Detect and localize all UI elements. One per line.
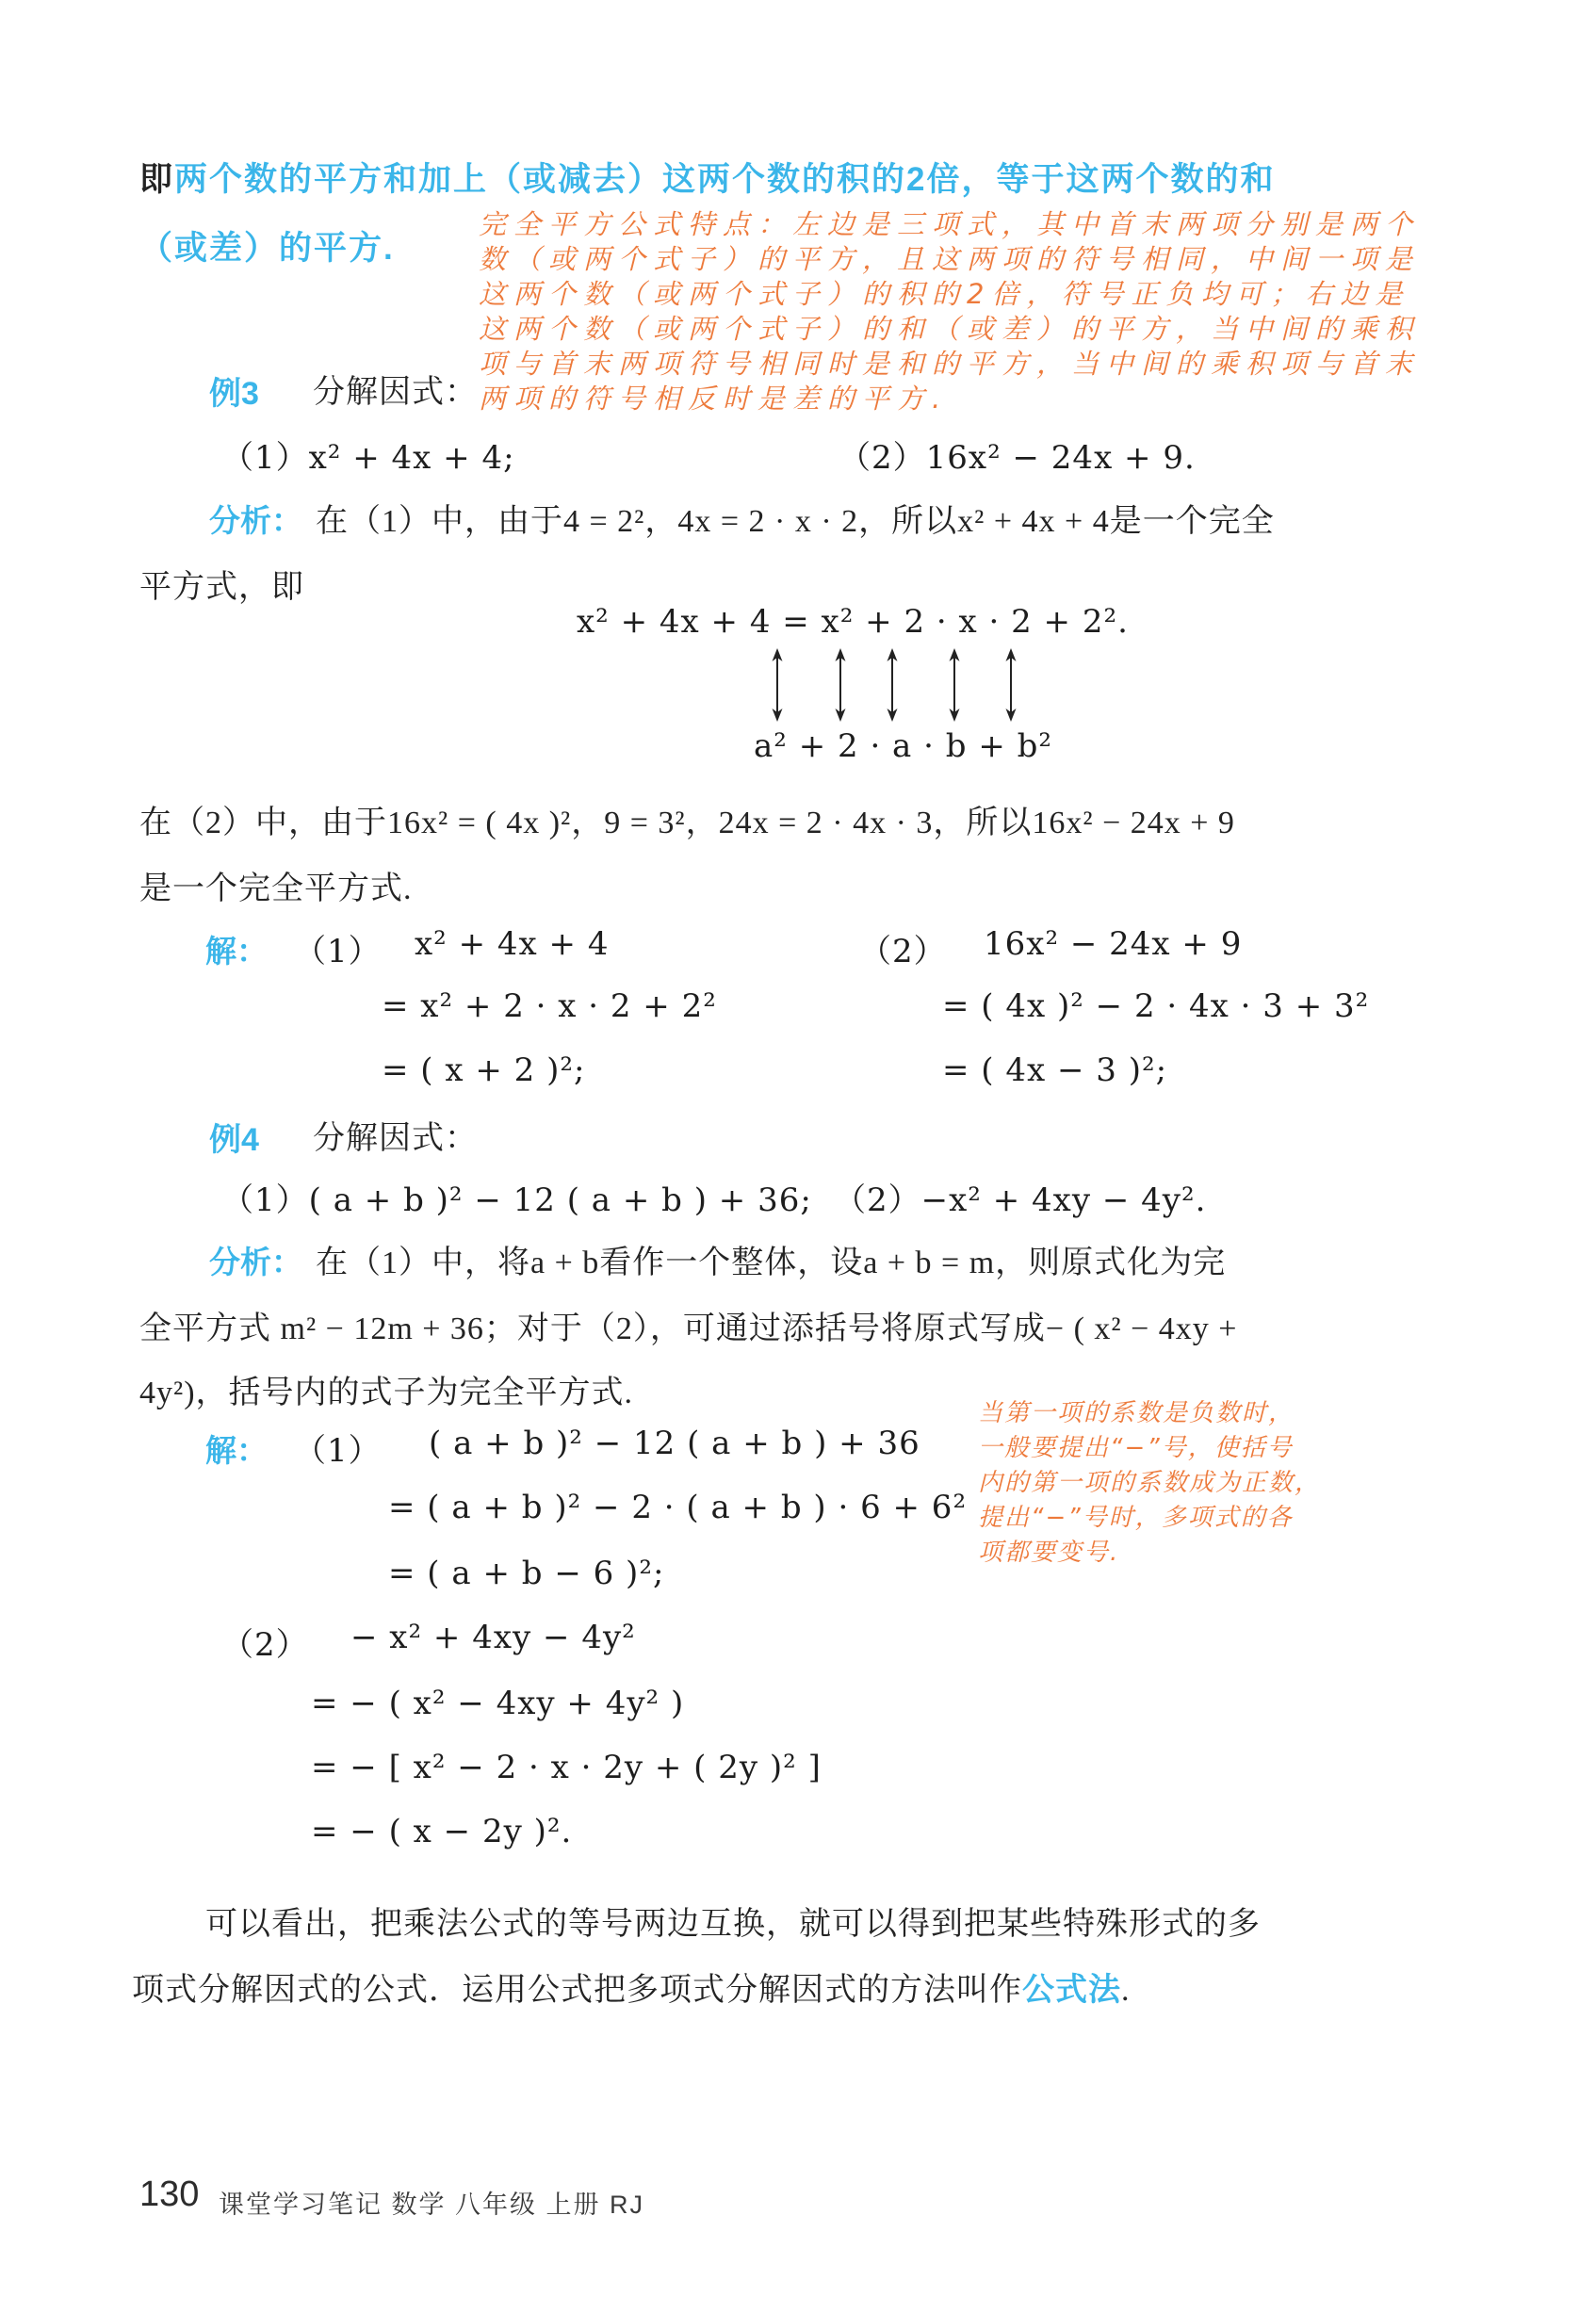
note-line: 完全平方公式特点：左边是三项式，其中首末两项分别是两个 <box>479 208 1421 240</box>
ex4-sol2-step2: = − [ x² − 2 · x · 2y + ( 2y )² ] <box>311 1749 822 1786</box>
ex4-sol2-number: （2） <box>221 1626 309 1664</box>
example4-analysis-line2: 全平方式 m² − 12m + 36；对于（2），可通过添括号将原式写成− ( x² − 4xy + <box>139 1311 1238 1346</box>
conclusion-term-formula-method: 公式法 <box>1022 1973 1121 2008</box>
ex4-sol1-step1: = ( a + b )² − 2 · ( a + b ) · 6 + 6² <box>388 1489 968 1526</box>
intro-rule-line2: （或差）的平方. <box>139 230 395 267</box>
example3-analysis-line1: 在（1）中，由于4 = 2²，4x = 2 · x · 2，所以x² + 4x + 4是一个完全 <box>316 504 1275 539</box>
handwritten-note-formula-features <box>479 207 1420 416</box>
example3-analysis-label: 分析： <box>209 503 302 538</box>
note-line: 项都要变号. <box>978 1539 1120 1567</box>
footer-book-info: 课堂学习笔记 数学 八年级 上册 RJ <box>219 2191 645 2219</box>
intro-prefix: 即 <box>139 161 175 198</box>
ex3-sol1-step2: = ( x + 2 )²; <box>382 1051 586 1089</box>
double-arrow-icon <box>886 648 899 726</box>
example4-solution-label: 解： <box>205 1433 268 1468</box>
ex3-sol2-step2: = ( 4x − 3 )²; <box>942 1051 1168 1089</box>
formula-bottom: a² + 2 · a · b + b² <box>754 727 1053 765</box>
ex3-sol1-number: （1） <box>294 933 382 970</box>
example4-analysis-label: 分析： <box>209 1245 302 1279</box>
example4-analysis-line3: 4y²)，括号内的式子为完全平方式. <box>139 1376 634 1410</box>
ex4-sol1-expression: ( a + b )² − 12 ( a + b ) + 36 <box>429 1425 920 1462</box>
note-line: 一般要提出“−”号，使括号 <box>978 1434 1294 1462</box>
conclusion-line1: 可以看出，把乘法公式的等号两边互换，就可以得到把某些特殊形式的多 <box>205 1907 1261 1942</box>
example4-analysis-line1: 在（1）中，将a + b看作一个整体，设a + b = m，则原式化为完 <box>316 1246 1227 1280</box>
ex3-sol2-step1: = ( 4x )² − 2 · 4x · 3 + 3² <box>942 987 1370 1025</box>
double-arrow-icon <box>834 648 847 726</box>
example3-title: 分解因式： <box>313 375 478 410</box>
note-line: 这两个数（或两个式子）的和（或差）的平方，当中间的乘积 <box>479 313 1421 345</box>
note-line: 项与首末两项符号相同时是和的平方，当中间的乘积项与首末 <box>479 348 1421 380</box>
ex3-sol1-step1: = x² + 2 · x · 2 + 2² <box>382 987 717 1025</box>
conclusion-line2-period: . <box>1121 1973 1131 2008</box>
double-arrow-icon <box>1004 648 1018 726</box>
example3-problem-2: （2）16x² − 24x + 9. <box>839 439 1196 477</box>
ex4-sol2-step1: = − ( x² − 4xy + 4y² ) <box>311 1685 685 1722</box>
ex4-sol1-number: （1） <box>294 1432 382 1470</box>
example4-label: 例4 <box>209 1122 259 1158</box>
ex3-sol1-expression: x² + 4x + 4 <box>415 925 610 963</box>
ex4-sol2-expression: − x² + 4xy − 4y² <box>350 1619 636 1656</box>
example4-problem-2: （2）−x² + 4xy − 4y². <box>834 1181 1207 1219</box>
conclusion-line2: 项式分解因式的公式．运用公式把多项式分解因式的方法叫作 <box>132 1973 1022 2008</box>
ex3-sol2-number: （2） <box>859 933 947 970</box>
example3-problem-1: （1）x² + 4x + 4; <box>221 439 515 477</box>
example3-analysis-line2: 平方式，即 <box>139 570 304 605</box>
example3-analysis-line4: 是一个完全平方式. <box>139 872 413 906</box>
note-line: 这两个数（或两个式子）的积的2倍，符号正负均可；右边是 <box>479 278 1410 310</box>
note-line: 数（或两个式子）的平方，且这两项的符号相同，中间一项是 <box>479 243 1421 275</box>
note-line: 两项的符号相反时是差的平方. <box>479 383 949 415</box>
double-arrow-icon <box>771 648 784 726</box>
formula-top: x² + 4x + 4 = x² + 2 · x · 2 + 2². <box>577 603 1129 641</box>
example4-title: 分解因式： <box>313 1121 478 1156</box>
ex4-sol2-step3: = − ( x − 2y )². <box>311 1813 573 1850</box>
example3-analysis-line3: 在（2）中，由于16x² = ( 4x )²，9 = 3²，24x = 2 · 4x · 3，所以16x² − 24x + 9 <box>139 806 1235 840</box>
note-line: 当第一项的系数是负数时， <box>978 1399 1295 1427</box>
example4-problem-1: （1）( a + b )² − 12 ( a + b ) + 36; <box>221 1181 812 1219</box>
ex3-sol2-expression: 16x² − 24x + 9 <box>984 925 1243 963</box>
note-line: 内的第一项的系数成为正数， <box>978 1469 1322 1497</box>
double-arrow-icon <box>948 648 961 726</box>
handwritten-note-negative-sign <box>978 1396 1321 1571</box>
note-line: 提出“−”号时，多项式的各 <box>978 1504 1294 1532</box>
example3-label: 例3 <box>209 376 259 412</box>
ex4-sol1-step2: = ( a + b − 6 )²; <box>388 1555 665 1592</box>
example3-solution-label: 解： <box>205 934 268 969</box>
page-number: 130 <box>139 2175 200 2214</box>
intro-rule-line1: 两个数的平方和加上（或减去）这两个数的积的2倍，等于这两个数的和 <box>174 161 1276 198</box>
